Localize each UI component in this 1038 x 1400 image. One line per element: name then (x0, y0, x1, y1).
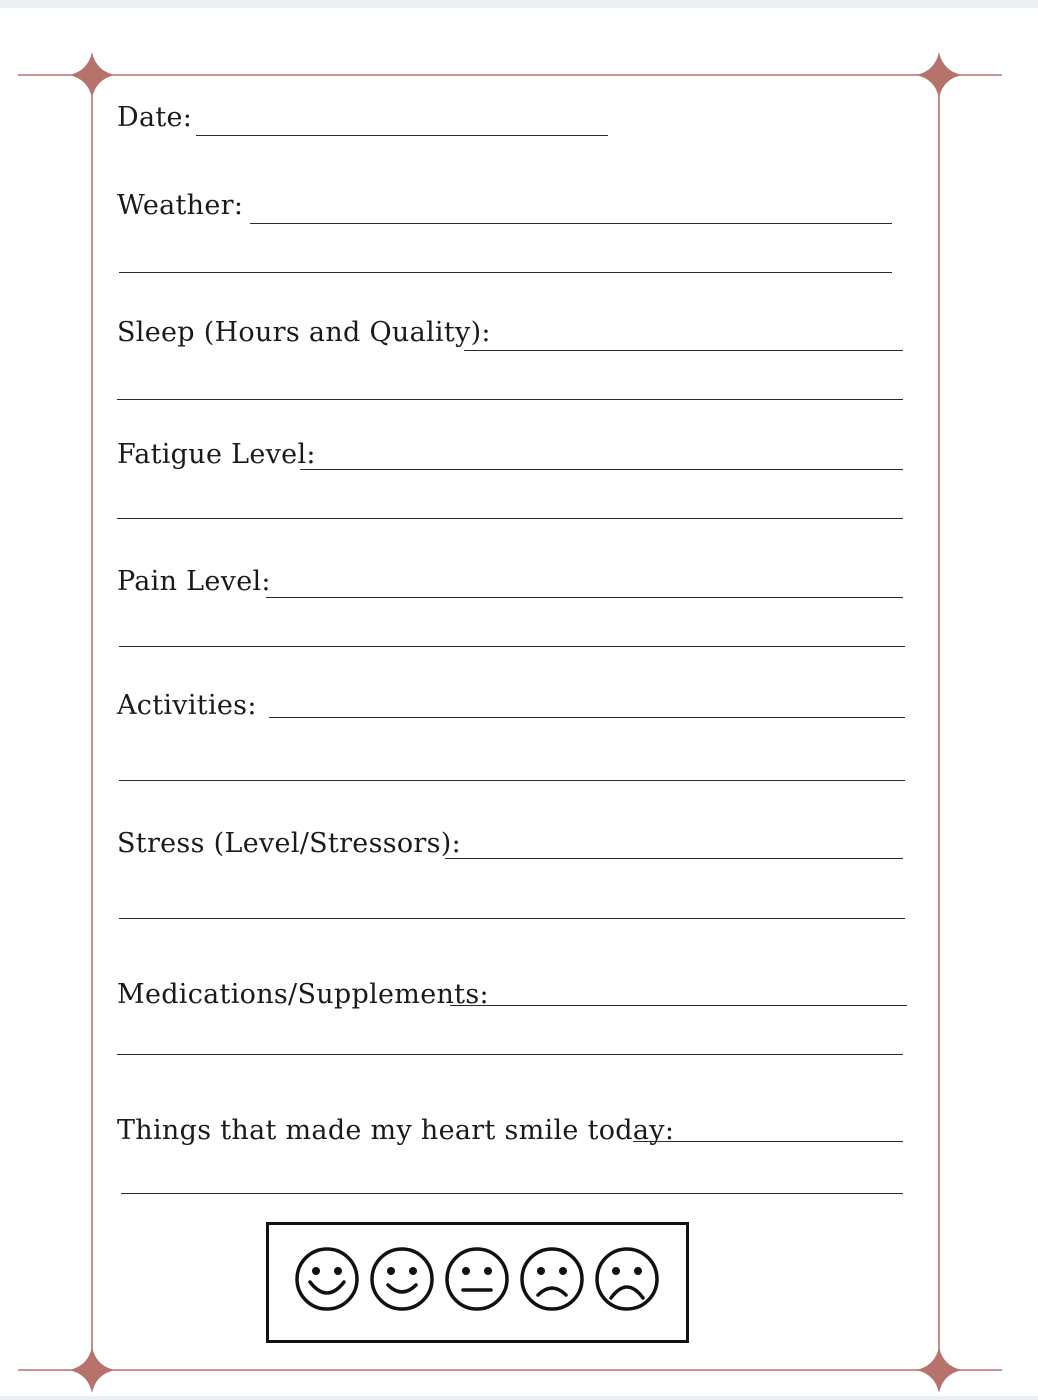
corner-ornament-top-left (69, 52, 115, 98)
fatigue-line[interactable] (300, 469, 903, 470)
neutral-face-icon[interactable] (444, 1246, 510, 1312)
sad-face-icon[interactable] (519, 1246, 585, 1312)
medications-line-2[interactable] (117, 1054, 903, 1055)
date-label: Date: (117, 102, 193, 133)
pain-line-2[interactable] (119, 646, 905, 647)
activities-line[interactable] (269, 717, 905, 718)
medications-label: Medications/Supplements: (117, 979, 489, 1010)
heart-smile-line[interactable] (633, 1141, 903, 1142)
pain-label: Pain Level: (117, 566, 271, 597)
date-line[interactable] (196, 135, 608, 136)
heart-smile-label: Things that made my heart smile today: (117, 1115, 675, 1146)
corner-ornament-top-right (916, 52, 962, 98)
mood-scale-box (266, 1222, 689, 1343)
medications-line[interactable] (450, 1005, 907, 1006)
heart-smile-line-2[interactable] (121, 1193, 903, 1194)
activities-label: Activities: (117, 690, 257, 721)
weather-label: Weather: (117, 190, 244, 221)
very-sad-face-icon[interactable] (594, 1246, 660, 1312)
corner-ornament-bottom-left (69, 1347, 115, 1393)
weather-line[interactable] (250, 223, 892, 224)
very-happy-face-icon[interactable] (294, 1246, 360, 1312)
corner-ornament-bottom-right (916, 1347, 962, 1393)
weather-line-2[interactable] (119, 272, 892, 273)
stress-line[interactable] (445, 858, 903, 859)
pain-line[interactable] (266, 597, 903, 598)
fatigue-label: Fatigue Level: (117, 439, 316, 470)
sleep-line-2[interactable] (117, 399, 903, 400)
stress-line-2[interactable] (119, 918, 905, 919)
sleep-line[interactable] (464, 350, 903, 351)
sleep-label: Sleep (Hours and Quality): (117, 317, 491, 348)
happy-face-icon[interactable] (369, 1246, 435, 1312)
stress-label: Stress (Level/Stressors): (117, 828, 462, 859)
bottom-edge-strip (0, 1396, 1038, 1400)
fatigue-line-2[interactable] (117, 518, 903, 519)
activities-line-2[interactable] (119, 780, 905, 781)
